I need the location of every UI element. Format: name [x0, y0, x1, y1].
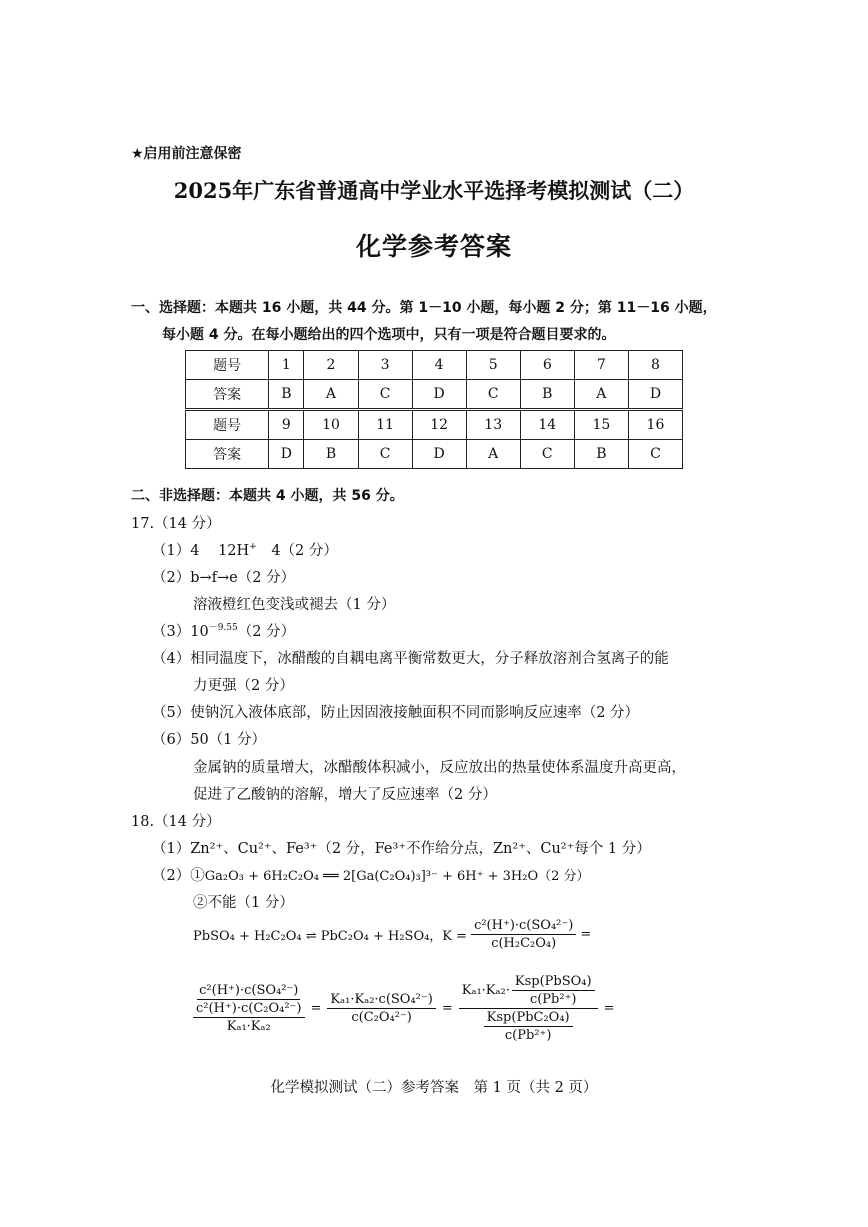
row-label: 题号	[186, 410, 269, 440]
fraction-3-prefix: Kₐ₁·Kₐ₂·	[461, 983, 510, 998]
q18-heading: 18.（14 分）	[131, 814, 221, 830]
fraction-2	[327, 992, 435, 1025]
k-numerator: c²(H⁺)·c(SO₄²⁻)	[471, 918, 576, 935]
exam-title: 2025年广东省普通高中学业水平选择考模拟测试（二）	[173, 178, 695, 203]
q17-part1-h: 12H	[218, 543, 250, 559]
fraction-1-numerator	[193, 983, 305, 1018]
answer-cell: D	[412, 380, 466, 410]
page-footer: 化学模拟测试（二）参考答案 第 1 页（共 2 页）	[270, 1080, 598, 1096]
question-number: 8	[628, 351, 682, 380]
question-number: 14	[520, 410, 574, 440]
table-row	[186, 380, 683, 410]
k-fraction	[471, 918, 576, 951]
question-number: 5	[466, 351, 520, 380]
question-number: 15	[574, 410, 628, 440]
question-number: 6	[520, 351, 574, 380]
answer-cell: D	[628, 380, 682, 410]
question-number: 9	[269, 410, 304, 440]
page-title: 化学参考答案	[355, 232, 512, 261]
equals-sign: =	[310, 1001, 322, 1016]
row-label: 答案	[186, 440, 269, 469]
section1-line2: 每小题 4 分。在每小题给出的四个选项中，只有一项是符合题目要求的。	[162, 327, 616, 343]
table-row	[186, 410, 683, 440]
q17-part6: （6）50（1 分）	[152, 732, 267, 748]
equals-sign: =	[441, 1001, 453, 1016]
answer-cell: B	[269, 380, 304, 410]
q17-part6-line2: 金属钠的质量增大，冰醋酸体积减小，反应放出的热量使体系温度升高更高，	[193, 760, 686, 776]
table-row	[186, 351, 683, 380]
ksp-pbc2o4-fraction	[484, 1010, 573, 1043]
answer-cell: C	[520, 440, 574, 469]
q17-part3	[152, 620, 295, 641]
q17-part5: （5）使钠沉入液体底部，防止因固液接触面积不同而影响反应速率（2 分）	[152, 705, 640, 721]
q17-part6-line3: 促进了乙酸钠的溶解，增大了反应速率（2 分）	[193, 787, 497, 803]
q17-part1-h-charge: +	[249, 542, 257, 553]
q17-part1-label: （1）4	[152, 543, 200, 559]
ksp-pbso4: Ksp(PbSO₄)	[512, 974, 595, 991]
fraction-1-inner-numerator: c²(H⁺)·c(SO₄²⁻)	[199, 983, 299, 998]
q17-part3-tail: （2 分）	[237, 624, 296, 640]
q17-part2: （2）b→f→e（2 分）	[152, 570, 296, 586]
answer-cell: D	[412, 440, 466, 469]
question-number: 10	[304, 410, 358, 440]
question-number: 11	[358, 410, 412, 440]
answer-cell: C	[466, 380, 520, 410]
fraction-3-denominator	[481, 1009, 576, 1043]
question-number: 13	[466, 410, 520, 440]
answer-cell: B	[574, 440, 628, 469]
q17-part4-line2: 力更强（2 分）	[193, 678, 294, 694]
answer-cell: C	[358, 440, 412, 469]
q17-part3-label: （3）10	[152, 624, 209, 640]
table-row	[186, 440, 683, 469]
compound-fraction-1	[193, 983, 305, 1034]
equals-sign: =	[603, 1001, 615, 1016]
derivation-line	[193, 974, 614, 1043]
k-denominator: c(H₂C₂O₄)	[491, 936, 557, 951]
q17-part4-line1: （4）相同温度下，冰醋酸的自耦电离平衡常数更大，分子释放溶剂合氢离子的能	[152, 651, 669, 667]
equals-sign: =	[580, 927, 592, 942]
ksp-pbso4-fraction	[512, 974, 595, 1007]
confidential-note: ★启用前注意保密	[131, 146, 242, 162]
answer-cell: B	[520, 380, 574, 410]
answer-cell: D	[269, 440, 304, 469]
equilibrium-reaction: PbSO₄ + H₂C₂O₄ ⇌ PbC₂O₄ + H₂SO₄，K =	[193, 929, 468, 944]
q17-part2b: 溶液橙红色变浅或褪去（1 分）	[193, 597, 396, 613]
answer-cell: A	[304, 380, 358, 410]
answer-cell: A	[574, 380, 628, 410]
fraction-1-denominator: Kₐ₁·Kₐ₂	[226, 1019, 271, 1034]
question-number: 4	[412, 351, 466, 380]
q18-part2b: ②不能（1 分）	[193, 895, 294, 911]
answer-table	[185, 350, 683, 469]
q17-heading: 17.（14 分）	[131, 516, 221, 532]
section1-line1: 一、选择题：本题共 16 小题，共 44 分。第 1－10 小题，每小题 2 分；第 11－16 小题，	[131, 300, 717, 316]
answer-cell: A	[466, 440, 520, 469]
q18-part1: （1）Zn²⁺、Cu²⁺、Fe³⁺（2 分，Fe³⁺不作给分点，Zn²⁺、Cu²⁺每个 1 分）	[152, 841, 651, 857]
answer-cell: C	[628, 440, 682, 469]
q17-part1-tail: 4（2 分）	[271, 543, 338, 559]
row-label: 答案	[186, 380, 269, 410]
answer-cell: C	[358, 380, 412, 410]
q18-part2-label: （2）①	[152, 868, 205, 884]
q18-part2	[152, 864, 590, 885]
ksp-pbso4-denominator: c(Pb²⁺)	[529, 992, 577, 1007]
ksp-pbc2o4-denominator: c(Pb²⁺)	[504, 1028, 552, 1043]
question-number: 7	[574, 351, 628, 380]
equilibrium-expression	[193, 918, 591, 951]
section2-heading: 二、非选择题：本题共 4 小题，共 56 分。	[131, 488, 404, 504]
question-number: 3	[358, 351, 412, 380]
q17-part1	[152, 539, 338, 560]
compound-fraction-3	[459, 974, 598, 1043]
question-number: 2	[304, 351, 358, 380]
ksp-pbc2o4: Ksp(PbC₂O₄)	[484, 1010, 573, 1027]
fraction-3-numerator	[459, 974, 598, 1009]
question-number: 1	[269, 351, 304, 380]
question-number: 12	[412, 410, 466, 440]
fraction-2-denominator: c(C₂O₄²⁻)	[351, 1010, 412, 1025]
answer-cell: B	[304, 440, 358, 469]
fraction-2-numerator: Kₐ₁·Kₐ₂·c(SO₄²⁻)	[327, 992, 435, 1009]
q18-part2-equation: Ga₂O₃ + 6H₂C₂O₄ ══ 2[Ga(C₂O₄)₃]³⁻ + 6H⁺ + 3H₂O（2 分）	[204, 869, 590, 884]
question-number: 16	[628, 410, 682, 440]
fraction-1-inner-denominator: c²(H⁺)·c(C₂O₄²⁻)	[196, 1001, 302, 1016]
row-label: 题号	[186, 351, 269, 380]
q17-part3-exponent: －9.55	[208, 623, 238, 634]
